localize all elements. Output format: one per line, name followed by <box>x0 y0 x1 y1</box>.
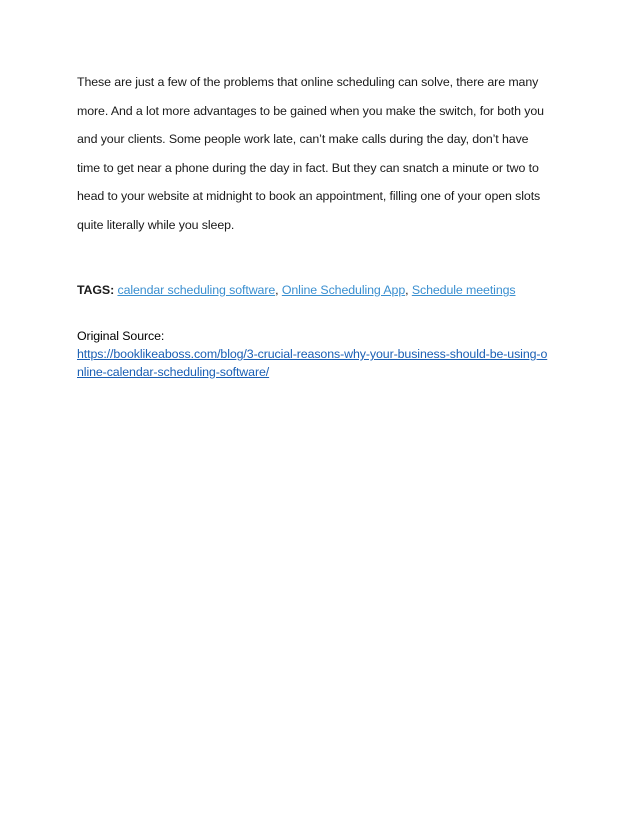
tag-link-calendar-scheduling-software[interactable]: calendar scheduling software <box>117 283 276 297</box>
paragraph-line: more. And a lot more advantages to be gained when you make the switch, for both you <box>77 103 544 118</box>
original-source <box>77 327 568 381</box>
source-label: Original Source: <box>77 329 165 343</box>
tags-label: TAGS: <box>77 283 115 297</box>
tag-link-schedule-meetings[interactable]: Schedule meetings <box>411 283 516 297</box>
paragraph-line: These are just a few of the problems that online scheduling can solve, there are many <box>77 75 539 89</box>
body-paragraph <box>77 68 568 239</box>
paragraph-line: head to your website at midnight to book an appointment, filling one of your open slots <box>77 189 541 203</box>
tag-separator: , <box>275 283 279 297</box>
tag-separator: , <box>405 283 409 297</box>
paragraph-line: time to get near a phone during the day in fact. But they can snatch a minute or two to <box>77 160 539 175</box>
source-url-line-1[interactable]: https://booklikeaboss.com/blog/3-crucial-reasons-why-your-business-should-be-using-o <box>77 347 548 361</box>
tag-link-online-scheduling-app[interactable]: Online Scheduling App <box>281 283 406 297</box>
paragraph-line: quite literally while you sleep. <box>77 217 235 232</box>
source-url-line-2[interactable]: nline-calendar-scheduling-software/ <box>77 365 270 379</box>
paragraph-line: and your clients. Some people work late, can’t make calls during the day, don’t have <box>77 132 529 146</box>
tags-row <box>77 281 568 299</box>
